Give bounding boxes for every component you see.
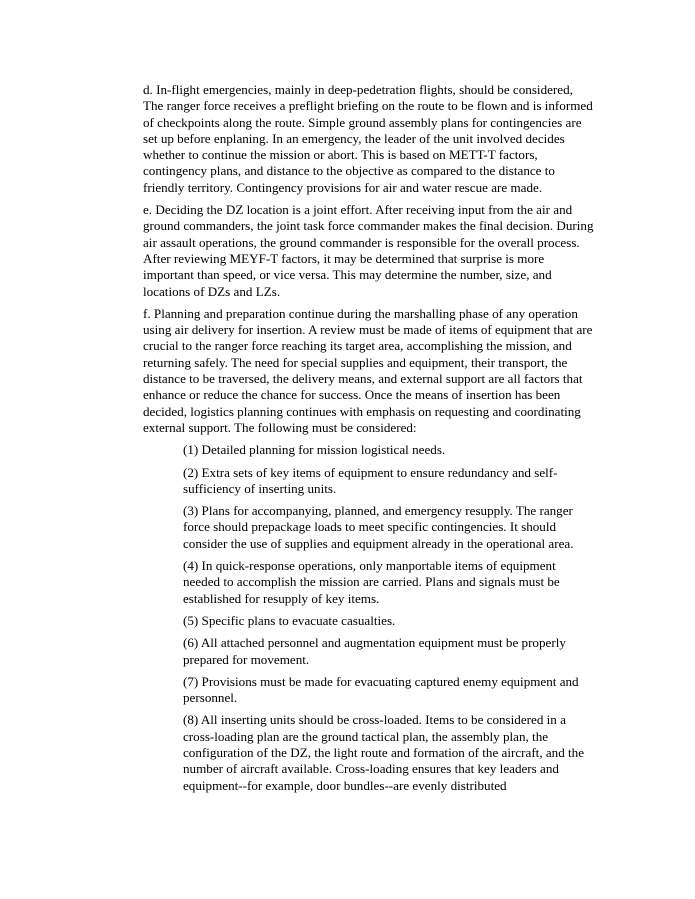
list-item-4: (4) In quick-response operations, only manportable items of equipment needed to accomplish the mission are carried. Plans and signals must be established for resupply of key items.: [183, 558, 560, 606]
paragraph-e: e. Deciding the DZ location is a joint effort. After receiving input from the air and ground commanders, the joint task force commander makes the final decision. During air assault operations, the ground commander is responsible for the overall process. After reviewing MEYF-T factors, it may be determined that surprise is more important than speed, or vice versa. This may determine the number, size, and locations of DZs and LZs.: [143, 202, 594, 299]
list-item-2: (2) Extra sets of key items of equipment to ensure redundancy and self-sufficiency of inserting units.: [183, 464, 558, 496]
list-item-6: (6) All attached personnel and augmentation equipment must be properly prepared for movement.: [183, 635, 566, 667]
consideration-list: [183, 442, 595, 794]
list-item-1: (1) Detailed planning for mission logistical needs.: [183, 442, 446, 458]
list-item-8: (8) All inserting units should be cross-loaded. Items to be considered in a cross-loading plan are the ground tactical plan, the assembly plan, the configuration of the DZ, the light route and formation of the aircraft, and the number of aircraft available. Cross-loading ensures that key leaders and equipment--for example, door bundles--are evenly distributed: [183, 712, 585, 793]
list-item-7: (7) Provisions must be made for evacuating captured enemy equipment and personnel.: [183, 673, 579, 706]
paragraph-f: f. Planning and preparation continue during the marshalling phase of any operation using air delivery for insertion. A review must be made of items of equipment that are crucial to the ranger force reaching its target area, accomplishing the mission, and returning safely. The need for special supplies and equipment, their transport, the distance to be traversed, the delivery means, and external support are all factors that enhance or reduce the chance for success. Once the means of insertion has been decided, logistics planning continues with emphasis on requesting and coordinating external support. The following must be considered:: [143, 305, 593, 435]
list-item-5: (5) Specific plans to evacuate casualties.: [183, 612, 396, 628]
page-body: [143, 82, 595, 800]
paragraph-d: d. In-flight emergencies, mainly in deep-pedetration flights, should be considered, The ranger force receives a preflight briefing on the route to be flown and is informed of checkpoints along the route. Simple ground assembly plans for contingencies are set up before enplaning. In an emergency, the leader of the unit involved decides whether to continue the mission or abort. This is based on METT-T factors, contingency plans, and distance to the objective as compared to the distance to friendly territory. Contingency provisions for air and water rescue are made.: [143, 82, 593, 195]
list-item-3: (3) Plans for accompanying, planned, and emergency resupply. The ranger force should prepackage loads to meet specific contingencies. It should consider the use of supplies and equipment already in the operational area.: [183, 503, 574, 551]
